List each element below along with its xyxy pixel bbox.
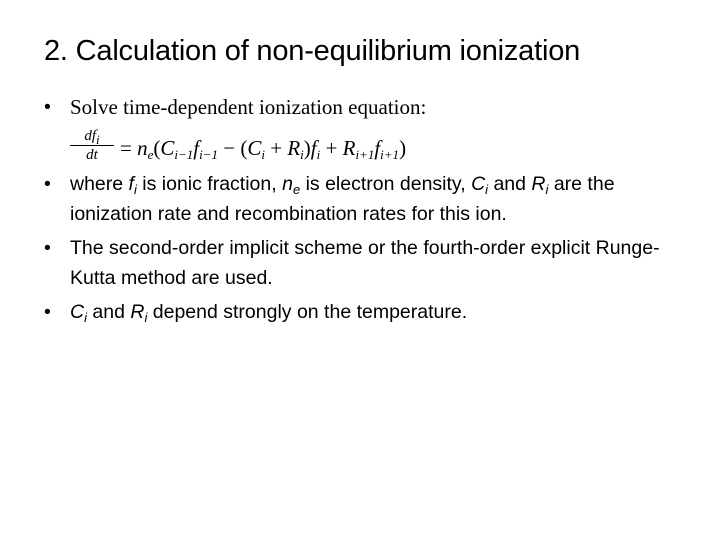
bullet-list (44, 92, 684, 327)
bullet-temperature-dependence: • $C_i$ and $R_i$ depend strongly on the temperature. (44, 297, 684, 327)
bullet-solve-equation (44, 92, 684, 123)
equation-right-side: = $n_e(C_{i-1}f_{i-1} - (C_i + R_i)f_i + R_{i+1}f_{i+1})$ (120, 136, 407, 162)
bullet-numerical-scheme (44, 233, 684, 293)
fraction-denominator: dt (86, 147, 98, 163)
bullet-dot: • (44, 237, 51, 259)
bullet-text: The second-order implicit scheme or the fourth-order explicit Runge-Kutta method are used. (70, 237, 660, 289)
slide-title: 2. Calculation of non-equilibrium ionization (44, 35, 581, 67)
bullet-dot: • (44, 96, 51, 118)
bullet-dot: • (44, 173, 51, 195)
bullet-dot: • (44, 301, 51, 323)
ionization-equation (70, 123, 684, 169)
fraction-numerator: $df_i$ (70, 127, 114, 146)
bullet-text: Solve time-dependent ionization equation: (70, 95, 427, 119)
equation-fraction (70, 127, 114, 164)
bullet-definitions: • where $f_i$ is ionic fraction, $n_e$ is electron density, $C_i$ and $R_i$ are the ionization rate and recombination rates for this ion. (44, 169, 684, 229)
